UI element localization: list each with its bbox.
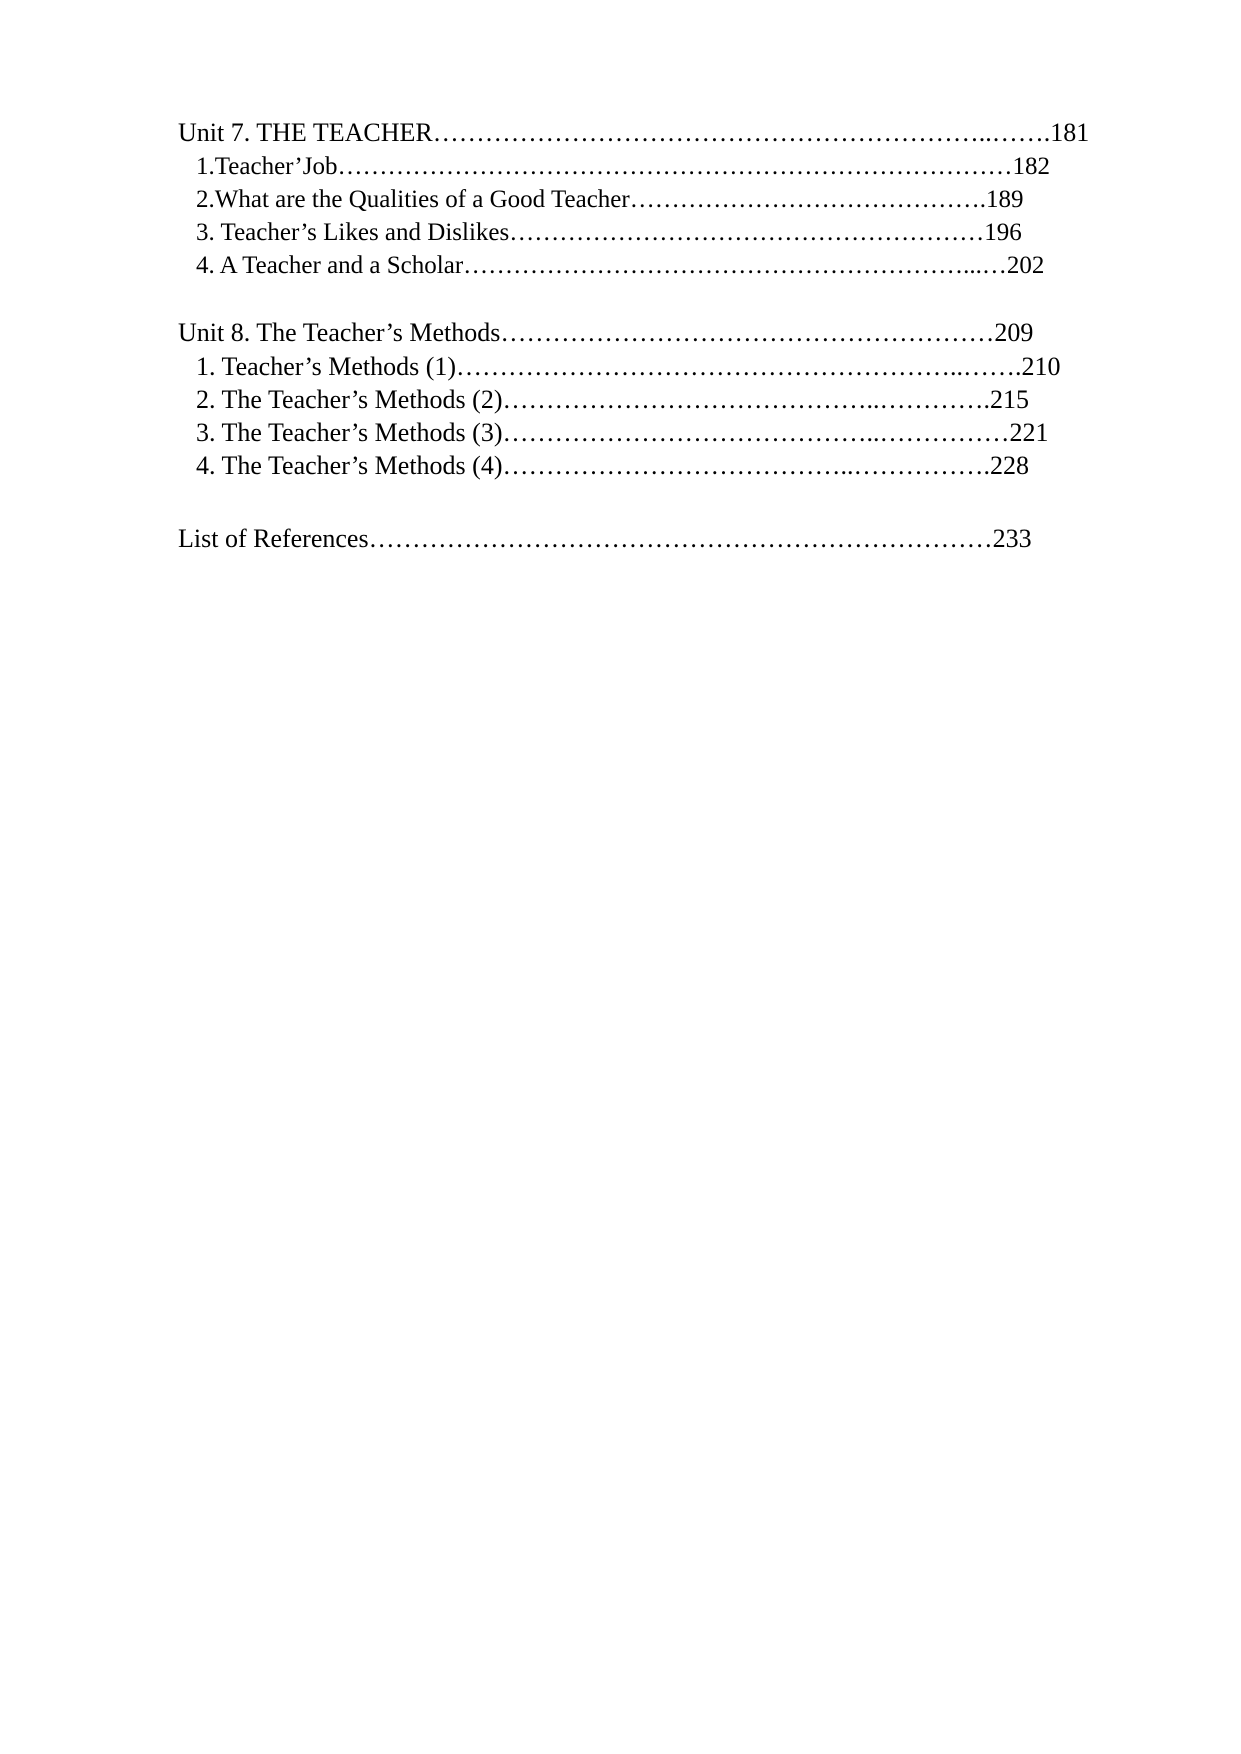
toc-unit7-item-1: 1.Teacher’Job………………………………………………………………………182 [196,153,1050,180]
toc-unit8-item-3: 3. The Teacher’s Methods (3)……………………………………..……………221 [196,418,1049,447]
toc-unit8-item-1: 1. Teacher’s Methods (1)…………………………………………………..…….210 [196,352,1061,381]
toc-unit7-item-3: 3. Teacher’s Likes and Dislikes…………………………………………………196 [196,219,1022,246]
toc-unit8-item-4: 4. The Teacher’s Methods (4)…………………………………..…………….228 [196,451,1029,480]
toc-unit8-item-2: 2. The Teacher’s Methods (2)……………………………………..………….215 [196,385,1029,414]
toc-unit7-item-4: 4. A Teacher and a Scholar……………………………………………………...…202 [196,252,1045,279]
toc-list-of-references: List of References………………………………………………………………233 [178,524,1032,553]
toc-unit7-item-2: 2.What are the Qualities of a Good Teacher…………………………………….189 [196,186,1024,213]
toc-unit8-heading: Unit 8. The Teacher’s Methods…………………………………………………209 [178,318,1034,347]
toc-unit7-heading: Unit 7. THE TEACHER………………………………………………………..…….181 [178,118,1090,147]
